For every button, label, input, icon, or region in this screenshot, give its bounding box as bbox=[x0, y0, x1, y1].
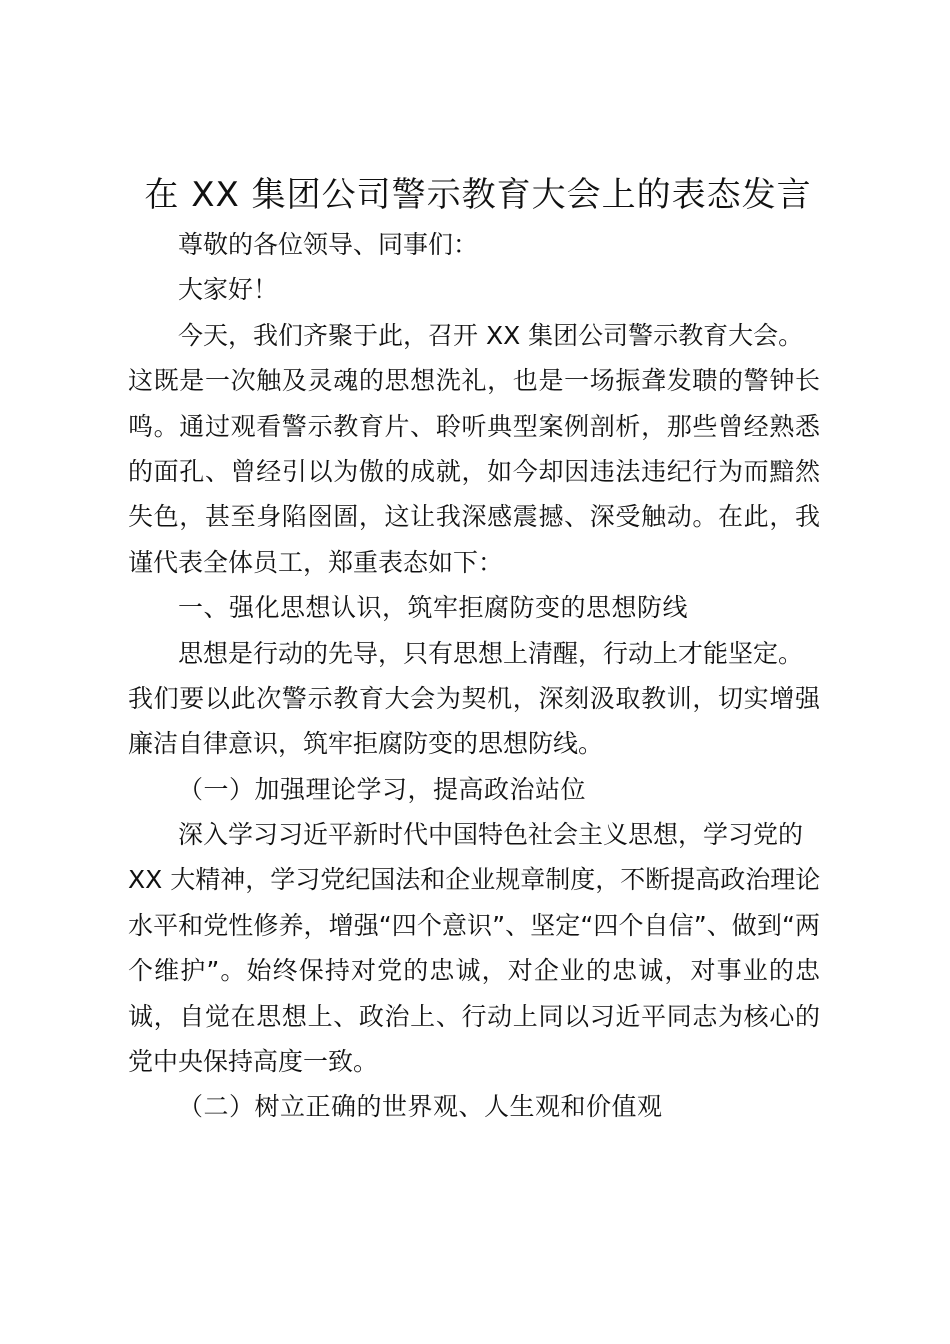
paragraph-line: 这既是一次触及灵魂的思想洗礼，也是一场振聋发聩的警钟长 bbox=[128, 366, 820, 396]
subsection-heading: （一）加强理论学习，提高政治站位 bbox=[178, 774, 587, 804]
paragraph-line: XX 大精神，学习党纪国法和企业规章制度，不断提高政治理论 bbox=[128, 865, 821, 895]
paragraph-line: 党中央保持高度一致。 bbox=[128, 1047, 379, 1077]
paragraph-line: 廉洁自律意识，筑牢拒腐防变的思想防线。 bbox=[128, 729, 604, 759]
subsection-heading: （二）树立正确的世界观、人生观和价值观 bbox=[178, 1092, 663, 1122]
section-heading: 一、强化思想认识，筑牢拒腐防变的思想防线 bbox=[178, 593, 689, 623]
paragraph-line: 思想是行动的先导，只有思想上清醒，行动上才能坚定。 bbox=[178, 638, 804, 668]
paragraph-line: 今天，我们齐聚于此，召开 XX 集团公司警示教育大会。 bbox=[178, 320, 804, 350]
paragraph-line: 失色，甚至身陷囹圄，这让我深感震撼、深受触动。在此，我 bbox=[128, 502, 820, 532]
paragraph-line: 鸣。通过观看警示教育片、聆听典型案例剖析，那些曾经熟悉 bbox=[128, 411, 820, 441]
document-body bbox=[128, 222, 820, 1130]
paragraph-line: 的面孔、曾经引以为傲的成就，如今却因违法违纪行为而黯然 bbox=[128, 456, 820, 486]
paragraph-line: 深入学习习近平新时代中国特色社会主义思想，学习党的 bbox=[178, 820, 804, 850]
paragraph-line: 我们要以此次警示教育大会为契机，深刻汲取教训，切实增强 bbox=[128, 683, 820, 713]
paragraph-line: 个维护”。始终保持对党的忠诚，对企业的忠诚，对事业的忠 bbox=[128, 956, 820, 986]
paragraph-line: 水平和党性修养，增强“四个意识”、坚定“四个自信”、做到“两 bbox=[128, 910, 820, 940]
salutation: 尊敬的各位领导、同事们： bbox=[178, 230, 479, 259]
document-title: 在 XX 集团公司警示教育大会上的表态发言 bbox=[144, 175, 812, 215]
paragraph-line: 诚，自觉在思想上、政治上、行动上同以习近平同志为核心的 bbox=[128, 1001, 820, 1031]
greeting: 大家好！ bbox=[178, 275, 279, 305]
paragraph-line: 谨代表全体员工，郑重表态如下： bbox=[128, 547, 504, 577]
